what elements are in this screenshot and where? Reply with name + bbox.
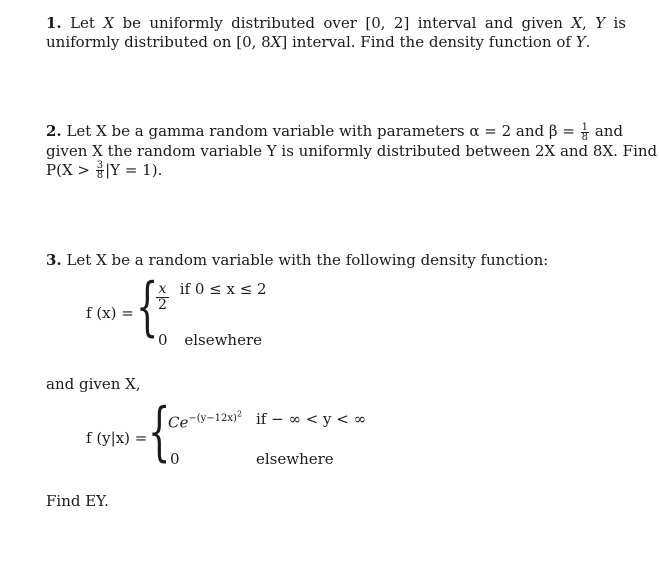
problem-2 bbox=[46, 121, 658, 181]
fyx-case-1: $Ce^{-(y-12x)^2}$ if − ∞ < y < ∞ bbox=[168, 410, 367, 432]
x-over-2-fraction: $\frac{x}{2}$ bbox=[158, 281, 167, 313]
problem-1 bbox=[46, 14, 626, 52]
fyx-lhs: f (y|x) = bbox=[86, 429, 148, 447]
fx-brace: { bbox=[136, 270, 159, 344]
problem-2-line-3: P(X > $\frac{3}{8}$ |Y = 1). bbox=[46, 160, 163, 181]
given-text: and given X, bbox=[46, 375, 141, 393]
fx-case-2: 0 elsewhere bbox=[158, 331, 263, 349]
problem-1-text: Let X be uniformly distributed over [0, 2] interval and given X, Y is uniformly distributed on [0, 8X] interval. Find the density function of Y. bbox=[46, 14, 626, 51]
problem-3-number: 3. bbox=[46, 251, 62, 269]
problem-3-intro: 3. Let X be a random variable with the following density function: bbox=[46, 251, 549, 269]
problem-2-line-2: given X the random variable Y is uniformly distributed between 2X and 8X. Find bbox=[46, 141, 658, 160]
problem-1-number: 1. bbox=[46, 14, 62, 32]
find-text: Find EY. bbox=[46, 492, 109, 510]
beta-fraction: $\frac{1}{8}$ bbox=[581, 121, 589, 143]
probability-fraction: $\frac{3}{8}$ bbox=[96, 160, 104, 181]
fyx-case-2: 0 elsewhere bbox=[170, 450, 334, 468]
fx-lhs: f (x) = bbox=[86, 304, 134, 322]
fyx-brace: { bbox=[148, 395, 171, 469]
fx-case-1: $\frac{x}{2}$ if 0 ≤ x ≤ 2 bbox=[158, 279, 267, 313]
problem-2-line-1: 2. Let X be a gamma random variable with parameters α = 2 and β = $\frac{1}{8}$ and bbox=[46, 121, 624, 143]
problem-2-number: 2. bbox=[46, 122, 62, 140]
